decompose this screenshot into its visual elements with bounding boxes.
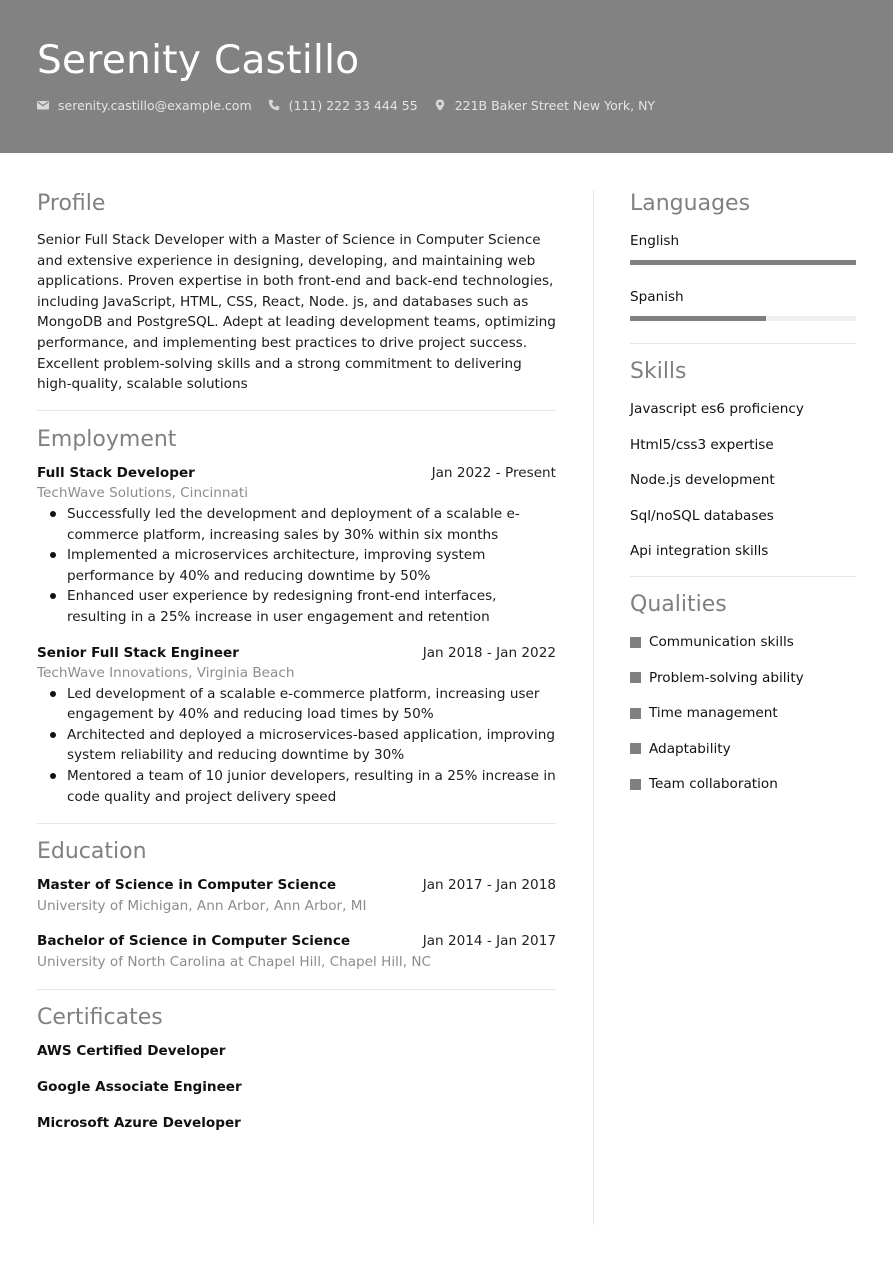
job-date: Jan 2022 - Present — [431, 464, 556, 481]
qualities-section — [630, 590, 856, 794]
employment-section — [37, 425, 556, 808]
quality-label: Time management — [649, 705, 778, 721]
degree-title: Bachelor of Science in Computer Science — [37, 933, 351, 950]
language-item — [630, 287, 856, 321]
divider — [37, 823, 556, 824]
job-entry — [37, 463, 556, 628]
bullet-item: Led development of a scalable e-commerce platform, increasing user engagement by 40% and reducing load times by 50% — [37, 684, 556, 725]
education-entry — [37, 931, 556, 972]
square-bullet-icon — [630, 637, 641, 648]
language-level-bar — [630, 316, 856, 321]
bullet-item: Mentored a team of 10 junior developers, resulting in a 25% increase in code quality and project delivery speed — [37, 766, 556, 807]
quality-label: Adaptability — [649, 740, 731, 757]
sidebar-column — [630, 189, 856, 794]
address-text: 221B Baker Street New York, NY — [454, 97, 656, 113]
job-title: Full Stack Developer — [37, 464, 195, 481]
school-name: University of North Carolina at Chapel Hill, Chapel Hill, NC — [37, 954, 431, 971]
quality-label: Problem-solving ability — [649, 669, 804, 686]
location-pin-icon — [434, 99, 446, 111]
job-entry — [37, 643, 556, 808]
section-title-education: Education — [37, 839, 147, 865]
job-header — [37, 463, 556, 484]
section-title-profile: Profile — [37, 191, 106, 216]
quality-label: Communication skills — [649, 634, 794, 650]
contact-bar — [37, 96, 671, 114]
skill-item: Javascript es6 proficiency — [630, 401, 804, 417]
education-header — [37, 931, 556, 952]
contact-address — [434, 98, 655, 113]
language-level-fill — [630, 316, 766, 321]
phone-icon — [268, 99, 280, 111]
column-divider — [593, 190, 594, 1225]
language-name: Spanish — [630, 289, 684, 305]
job-company: TechWave Solutions, Cincinnati — [37, 485, 248, 502]
square-bullet-icon — [630, 779, 641, 790]
skill-item: Node.js development — [630, 472, 775, 488]
language-name: English — [630, 233, 680, 249]
job-company: TechWave Innovations, Virginia Beach — [37, 665, 295, 682]
quality-item — [630, 774, 856, 794]
school-name: University of Michigan, Ann Arbor, Ann Arbor, MI — [37, 897, 367, 914]
section-title-skills: Skills — [630, 359, 687, 384]
divider — [630, 343, 856, 344]
certificate-item: Microsoft Azure Developer — [37, 1114, 241, 1131]
phone-text: (111) 222 33 444 55 — [288, 97, 418, 113]
quality-item — [630, 632, 856, 652]
bullet-item: Successfully led the development and deployment of a scalable e-commerce platform, increasing sales by 30% within six months — [37, 504, 556, 545]
divider — [630, 576, 856, 577]
quality-item — [630, 703, 856, 723]
education-date: Jan 2017 - Jan 2018 — [422, 877, 556, 894]
quality-item — [630, 668, 856, 688]
education-header — [37, 875, 556, 896]
certificates-section — [37, 1003, 556, 1133]
job-header — [37, 643, 556, 664]
skills-section — [630, 357, 856, 561]
section-title-qualities: Qualities — [630, 592, 727, 617]
education-entry — [37, 875, 556, 916]
job-date: Jan 2018 - Jan 2022 — [422, 644, 556, 661]
main-column — [37, 189, 556, 1133]
candidate-name: Serenity Castillo — [37, 38, 360, 83]
mail-icon — [37, 99, 49, 111]
contact-email[interactable] — [37, 98, 252, 113]
divider — [37, 410, 556, 411]
quality-item — [630, 739, 856, 759]
resume-header — [0, 0, 893, 153]
education-section — [37, 837, 556, 972]
email-text: serenity.castillo@example.com — [58, 97, 252, 113]
section-title-employment: Employment — [37, 426, 177, 452]
job-title: Senior Full Stack Engineer — [37, 644, 239, 661]
language-level-fill — [630, 260, 856, 265]
skill-item: Html5/css3 expertise — [630, 436, 774, 453]
certificate-item: AWS Certified Developer — [37, 1042, 226, 1059]
bullet-item: Implemented a microservices architecture, improving system performance by 40% and reducing downtime by 50% — [37, 545, 556, 586]
section-title-certificates: Certificates — [37, 1004, 163, 1030]
language-item — [630, 231, 856, 265]
section-title-languages: Languages — [630, 191, 751, 216]
square-bullet-icon — [630, 708, 641, 719]
profile-section — [37, 189, 556, 395]
square-bullet-icon — [630, 672, 641, 683]
divider — [37, 989, 556, 990]
education-date: Jan 2014 - Jan 2017 — [422, 933, 556, 950]
square-bullet-icon — [630, 743, 641, 754]
languages-section — [630, 189, 856, 321]
skill-item: Api integration skills — [630, 543, 769, 559]
quality-label: Team collaboration — [649, 776, 778, 792]
certificate-item: Google Associate Engineer — [37, 1078, 242, 1095]
profile-summary: Senior Full Stack Developer with a Master of Science in Computer Science and extensive experience in designing, developing, and maintaining web applications. Proven expertise in both front-end and back-end technologies, including JavaScript, HTML, CSS, React, Node. js, and databases such as MongoDB and PostgreSQL. Adept at leading development teams, optimizing performance, and implementing best practices to drive project success. Excellent problem-solving skills and a strong commitment to delivering high-quality, scalable solutions — [37, 232, 556, 393]
bullet-item: Enhanced user experience by redesigning front-end interfaces, resulting in a 25% increase in user engagement and retention — [37, 586, 556, 627]
job-bullets — [37, 684, 556, 808]
language-level-bar — [630, 260, 856, 265]
job-bullets — [37, 504, 556, 628]
bullet-item: Architected and deployed a microservices-based application, improving system reliability and reducing downtime by 30% — [37, 725, 556, 766]
skill-item: Sql/noSQL databases — [630, 507, 774, 524]
contact-phone[interactable] — [268, 98, 418, 113]
degree-title: Master of Science in Computer Science — [37, 877, 337, 894]
